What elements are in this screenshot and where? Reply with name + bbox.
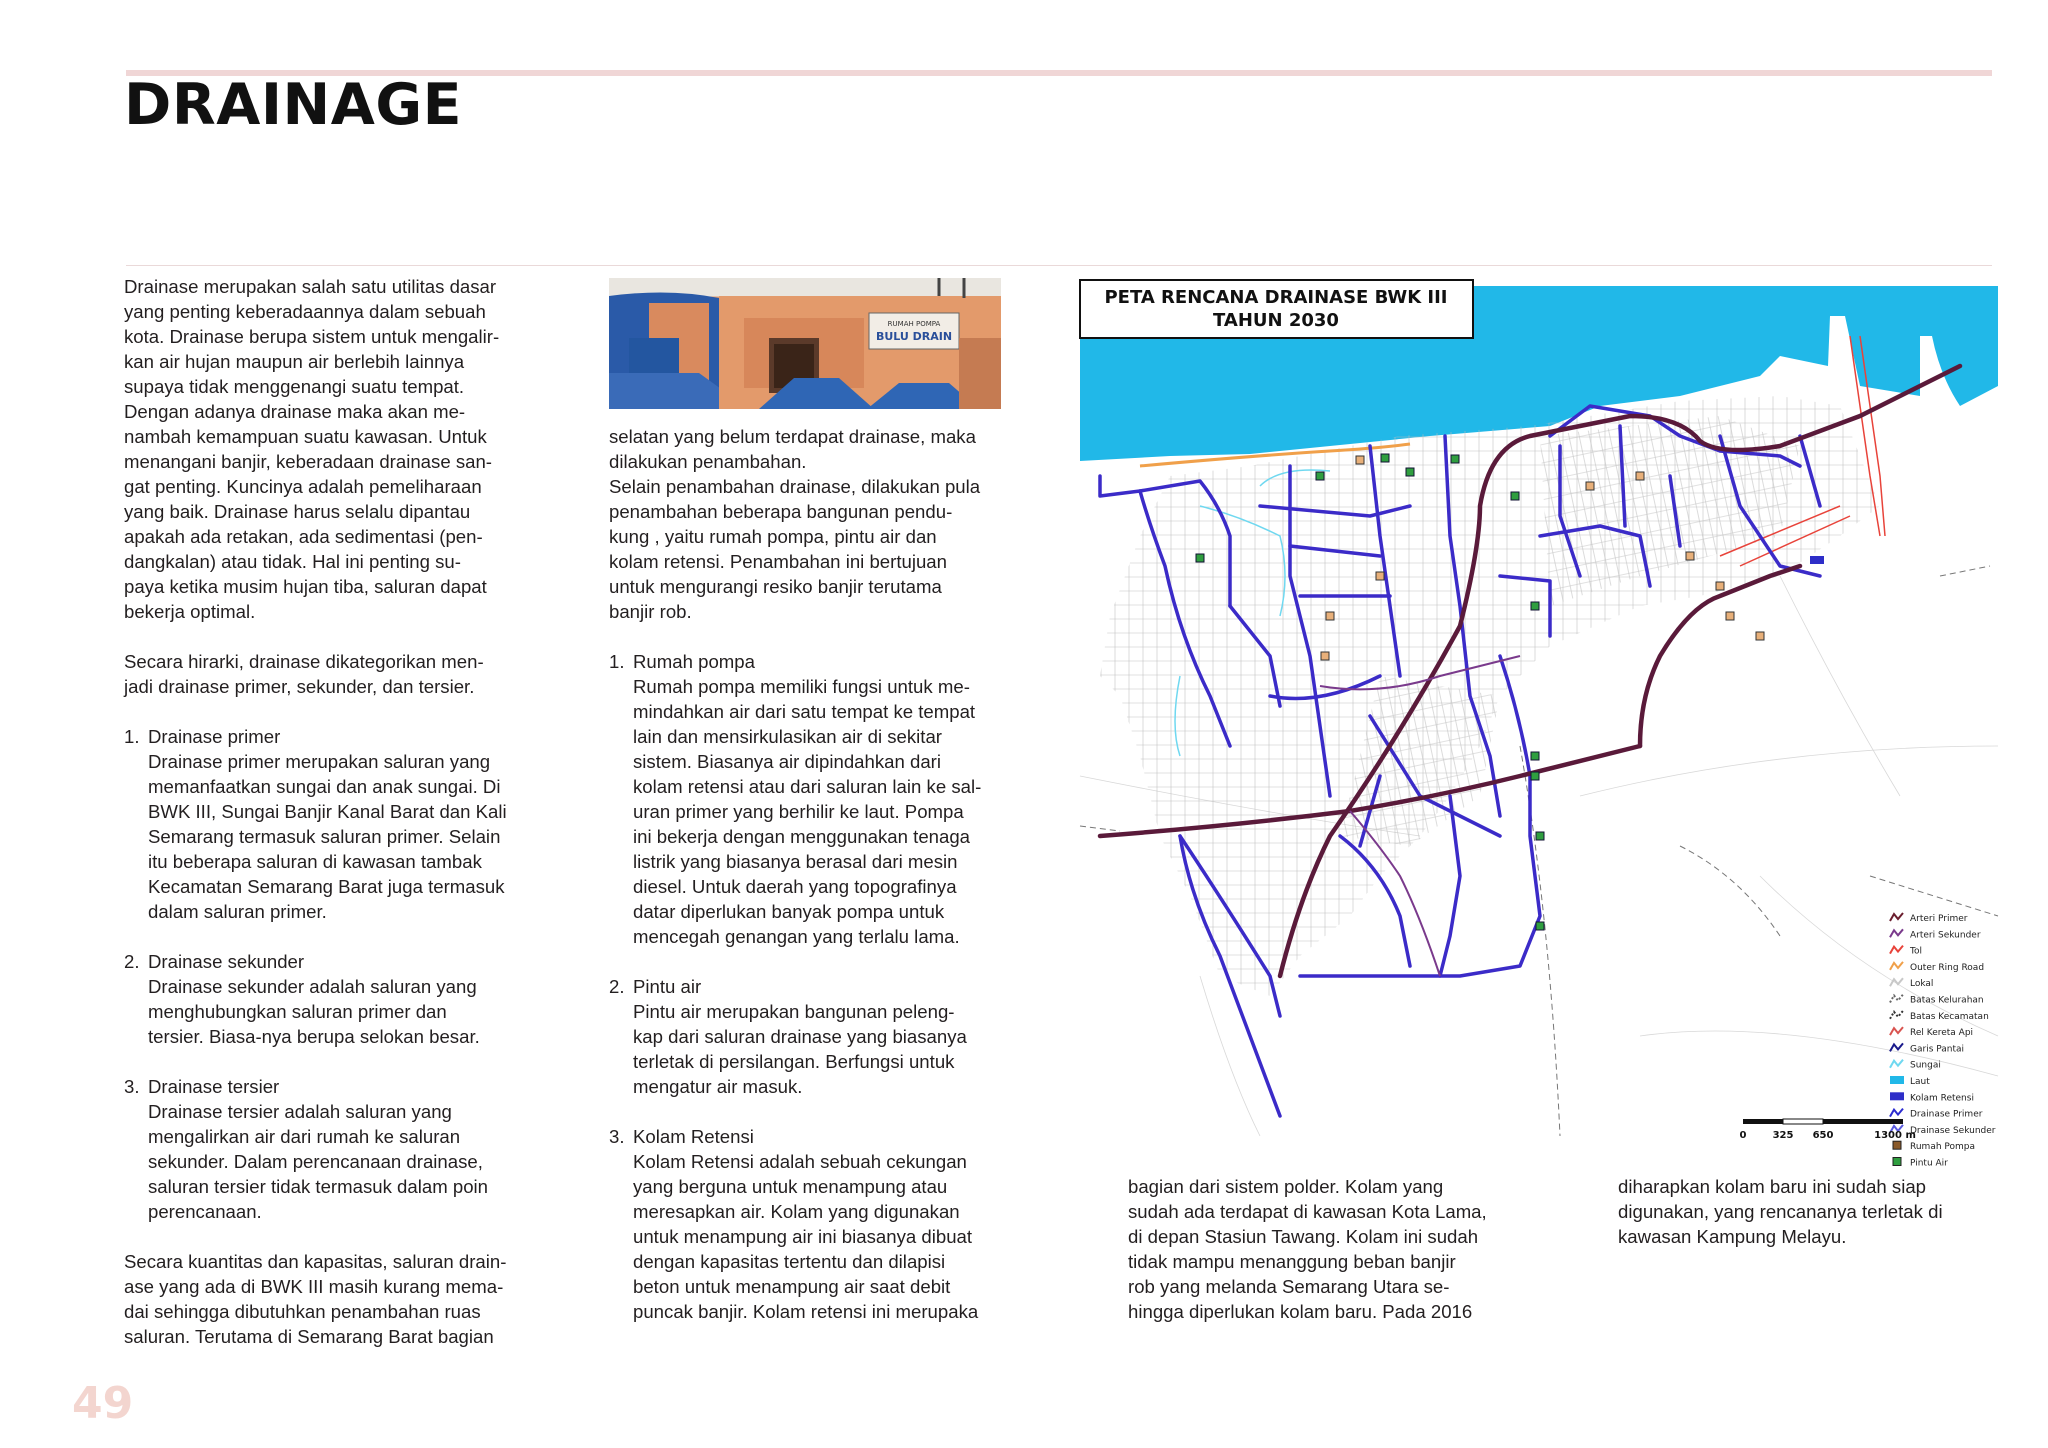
text-line: jadi drainase primer, sekunder, dan tersier. xyxy=(124,676,475,697)
list-item-title: Drainase primer xyxy=(148,726,281,747)
text-line: rob yang melanda Semarang Utara se- xyxy=(1128,1276,1450,1297)
text-line: apakah ada retakan, ada sedimentasi (pen- xyxy=(124,526,483,547)
text-line: dai sehingga dibutuhkan penambahan ruas xyxy=(124,1301,481,1322)
list-item-text: sistem. Biasanya air dipindahkan dari xyxy=(633,751,941,772)
text-line: Drainase merupakan salah satu utilitas dasar xyxy=(124,276,497,297)
text-line: paya ketika musim hujan tiba, saluran dapat xyxy=(124,576,487,597)
text-line: kan air hujan maupun air berlebih lainnya xyxy=(124,351,465,372)
legend-label: Garis Pantai xyxy=(1910,1044,1965,1055)
scale-label: 650 xyxy=(1812,1130,1834,1141)
legend-symbol xyxy=(1893,1141,1901,1149)
list-item-text: uran primer yang berhilir ke laut. Pompa xyxy=(633,801,964,822)
text-line: tidak mampu menanggung beban banjir xyxy=(1128,1251,1456,1272)
list-item-text: puncak banjir. Kolam retensi ini merupaka xyxy=(633,1301,979,1322)
text-line: di depan Stasiun Tawang. Kolam ini sudah xyxy=(1128,1226,1479,1247)
paragraph-intro xyxy=(124,274,524,624)
list-item-text: Pintu air merupakan bangunan peleng- xyxy=(633,1001,955,1022)
text-line: Secara kuantitas dan kapasitas, saluran drain- xyxy=(124,1251,507,1272)
scale-label: 325 xyxy=(1772,1130,1794,1141)
list-item-text: diesel. Untuk daerah yang topografinya xyxy=(633,876,957,897)
text-line: menangani banjir, keberadaan drainase san- xyxy=(124,451,492,472)
text-line: dilakukan penambahan. xyxy=(609,451,807,472)
legend-label: Laut xyxy=(1910,1077,1930,1087)
list-item-text: beton untuk menampung air saat debit xyxy=(633,1276,951,1297)
text-line: Dengan adanya drainase maka akan me- xyxy=(124,401,466,422)
page-number: 49 xyxy=(72,1378,134,1429)
text-line: saluran. Terutama di Semarang Barat bagian xyxy=(124,1326,494,1347)
legend-label: Kolam Retensi xyxy=(1910,1093,1974,1104)
list-item-text: sekunder. Dalam perencanaan drainase, xyxy=(148,1151,483,1172)
pump-house-marker xyxy=(1356,456,1364,464)
list-item-text: kap dari saluran drainase yang biasanya xyxy=(633,1026,967,1047)
list-item-text: yang berguna untuk menampung atau xyxy=(633,1176,948,1197)
list-item-text: ini bekerja dengan menggunakan tenaga xyxy=(633,826,971,847)
text-line: untuk mengurangi resiko banjir terutama xyxy=(609,576,942,597)
pump-house-marker xyxy=(1756,632,1764,640)
text-line: banjir rob. xyxy=(609,601,692,622)
text-line: nambah kemampuan suatu kawasan. Untuk xyxy=(124,426,487,447)
drainage-map xyxy=(1080,276,1998,1169)
text-line: digunakan, yang rencananya terletak di xyxy=(1618,1201,1943,1222)
list-item-text: untuk menampung air ini biasanya dibuat xyxy=(633,1226,973,1247)
map-title-line2: TAHUN 2030 xyxy=(1213,310,1339,331)
water-gate-marker xyxy=(1531,602,1539,610)
text-line: selatan yang belum terdapat drainase, maka xyxy=(609,426,976,447)
legend-label: Drainase Primer xyxy=(1910,1109,1983,1120)
text-column-1 xyxy=(124,274,524,1349)
legend-label: Rumah Pompa xyxy=(1910,1142,1976,1153)
list-item-text: Kolam Retensi adalah sebuah cekungan xyxy=(633,1151,967,1172)
sign-line-2: BULU DRAIN xyxy=(875,330,953,343)
text-line: penambahan beberapa bangunan pendu- xyxy=(609,501,953,522)
legend-label: Outer Ring Road xyxy=(1910,962,1985,973)
list-item-text: dalam saluran primer. xyxy=(148,901,327,922)
text-line: Secara hirarki, drainase dikategorikan men- xyxy=(124,651,484,672)
list-item-text: mindahkan air dari satu tempat ke tempat xyxy=(633,701,976,722)
pump-house-marker xyxy=(1716,582,1724,590)
pump-house-illustration xyxy=(609,278,1001,409)
list-item-text: Drainase tersier adalah saluran yang xyxy=(148,1101,452,1122)
legend-symbol xyxy=(1890,1092,1904,1100)
water-gate-marker xyxy=(1511,492,1519,500)
facility-list xyxy=(609,649,1009,1349)
list-item-text: meresapkan air. Kolam yang digunakan xyxy=(633,1201,960,1222)
list-item-title: Pintu air xyxy=(633,976,702,997)
list-item-text: terletak di persilangan. Berfungsi untuk xyxy=(633,1051,955,1072)
paragraph-penambahan xyxy=(609,424,1009,624)
list-item-title: Drainase sekunder xyxy=(148,951,305,972)
legend-label: Batas Kecamatan xyxy=(1910,1011,1989,1022)
text-line: dangkalan) atau tidak. Hal ini penting su- xyxy=(124,551,461,572)
list-item xyxy=(124,949,524,1049)
text-line: bagian dari sistem polder. Kolam yang xyxy=(1128,1176,1444,1197)
list-item-text: Drainase primer merupakan saluran yang xyxy=(148,751,491,772)
list-item xyxy=(124,724,524,924)
text-line: kolam retensi. Penambahan ini bertujuan xyxy=(609,551,947,572)
water-gate-marker xyxy=(1531,772,1539,780)
text-line: kung , yaitu rumah pompa, pintu air dan xyxy=(609,526,937,547)
list-item-text: Rumah pompa memiliki fungsi untuk me- xyxy=(633,676,970,697)
text-line: bekerja optimal. xyxy=(124,601,256,622)
list-item-number: 1. xyxy=(124,726,140,747)
list-item-text: BWK III, Sungai Banjir Kanal Barat dan Kali xyxy=(148,801,507,822)
legend-symbol xyxy=(1893,1158,1901,1166)
pump-house-marker xyxy=(1686,552,1694,560)
pump-house-marker xyxy=(1321,652,1329,660)
pump-house-marker xyxy=(1726,612,1734,620)
list-item-number: 3. xyxy=(124,1076,140,1097)
text-column-3 xyxy=(1128,1174,1518,1324)
text-line: sudah ada terdapat di kawasan Kota Lama, xyxy=(1128,1201,1487,1222)
legend-label: Drainase Sekunder xyxy=(1910,1125,1996,1136)
list-item-number: 3. xyxy=(609,1126,625,1147)
legend-label: Batas Kelurahan xyxy=(1910,995,1984,1006)
scale-label: 0 xyxy=(1739,1130,1747,1141)
sign-line-1: RUMAH POMPA xyxy=(887,320,941,328)
text-line: yang baik. Drainase harus selalu dipantau xyxy=(124,501,471,522)
pump-house-marker xyxy=(1636,472,1644,480)
list-item-text: dengan kapasitas tertentu dan dilapisi xyxy=(633,1251,946,1272)
list-item-title: Kolam Retensi xyxy=(633,1126,754,1147)
scale-label: 1300 m xyxy=(1874,1130,1916,1141)
list-item xyxy=(609,1124,1009,1324)
legend-symbol xyxy=(1890,1076,1904,1084)
text-line: yang penting keberadaannya dalam sebuah xyxy=(124,301,486,322)
legend-label: Arteri Sekunder xyxy=(1910,930,1981,941)
legend-label: Arteri Primer xyxy=(1910,914,1968,924)
pump-house-marker xyxy=(1376,572,1384,580)
list-item-number: 1. xyxy=(609,651,625,672)
list-item xyxy=(609,649,1009,949)
list-item-title: Drainase tersier xyxy=(148,1076,280,1097)
map-title-line1: PETA RENCANA DRAINASE BWK III xyxy=(1104,287,1448,308)
list-item-text: itu beberapa saluran di kawasan tambak xyxy=(148,851,482,872)
text-line: diharapkan kolam baru ini sudah siap xyxy=(1618,1176,1927,1197)
page-title: DRAINAGE xyxy=(124,72,463,138)
pump-house-marker xyxy=(1326,612,1334,620)
pump-house-marker xyxy=(1586,482,1594,490)
list-item-text: menghubungkan saluran primer dan xyxy=(148,1001,447,1022)
list-item-number: 2. xyxy=(124,951,140,972)
list-item-text: Semarang termasuk saluran primer. Selain xyxy=(148,826,501,847)
text-line: kawasan Kampung Melayu. xyxy=(1618,1226,1847,1247)
list-item-text: tersier. Biasa-nya berupa selokan besar. xyxy=(148,1026,480,1047)
legend-label: Sungai xyxy=(1910,1060,1941,1071)
list-item-text: saluran tersier tidak termasuk dalam poin xyxy=(148,1176,489,1197)
list-item-text: kolam retensi atau dari saluran lain ke sal- xyxy=(633,776,982,797)
water-gate-marker xyxy=(1536,922,1544,930)
paragraph-kuantitas xyxy=(124,1249,524,1349)
list-item-title: Rumah pompa xyxy=(633,651,755,672)
list-item-text: memanfaatkan sungai dan anak sungai. Di xyxy=(148,776,501,797)
legend-label: Rel Kereta Api xyxy=(1910,1028,1974,1039)
water-gate-marker xyxy=(1381,454,1389,462)
water-gate-marker xyxy=(1451,455,1459,463)
text-line: Selain penambahan drainase, dilakukan pula xyxy=(609,476,981,497)
list-item-text: mengatur air masuk. xyxy=(633,1076,803,1097)
list-item-text: datar diperlukan banyak pompa untuk xyxy=(633,901,945,922)
list-item-text: perencanaan. xyxy=(148,1201,262,1222)
list-item xyxy=(124,1074,524,1224)
list-item-text: Drainase sekunder adalah saluran yang xyxy=(148,976,477,997)
water-gate-marker xyxy=(1406,468,1414,476)
list-item-text: lain dan mensirkulasikan air di sekitar xyxy=(633,726,943,747)
list-item xyxy=(609,974,1009,1099)
water-gate-marker xyxy=(1316,472,1324,480)
text-column-2 xyxy=(609,424,1009,1349)
legend-label: Pintu Air xyxy=(1910,1158,1948,1169)
drainage-map-svg xyxy=(1080,276,1998,1169)
water-gate-marker xyxy=(1196,554,1204,562)
text-line: hingga diperlukan kolam baru. Pada 2016 xyxy=(1128,1301,1473,1322)
paragraph-hirarki xyxy=(124,649,524,699)
text-column-4 xyxy=(1618,1174,1998,1249)
text-line: kota. Drainase berupa sistem untuk mengalir- xyxy=(124,326,500,347)
legend-label: Lokal xyxy=(1910,979,1934,990)
list-item-text: mencegah genangan yang terlalu lama. xyxy=(633,926,960,947)
legend-label: Tol xyxy=(1910,946,1922,957)
list-item-text: Kecamatan Semarang Barat juga termasuk xyxy=(148,876,505,897)
water-gate-marker xyxy=(1536,832,1544,840)
text-line: supaya tidak menggenangi suatu tempat. xyxy=(124,376,465,397)
text-line: ase yang ada di BWK III masih kurang mema- xyxy=(124,1276,504,1297)
list-item-number: 2. xyxy=(609,976,625,997)
pump-house-photo xyxy=(609,278,1001,409)
drainage-type-list xyxy=(124,724,524,1249)
text-line: gat penting. Kuncinya adalah pemeliharaan xyxy=(124,476,482,497)
section-divider xyxy=(126,265,1992,266)
water-gate-marker xyxy=(1531,752,1539,760)
list-item-text: mengalirkan air dari rumah ke saluran xyxy=(148,1126,461,1147)
list-item-text: listrik yang biasanya berasal dari mesin xyxy=(633,851,958,872)
